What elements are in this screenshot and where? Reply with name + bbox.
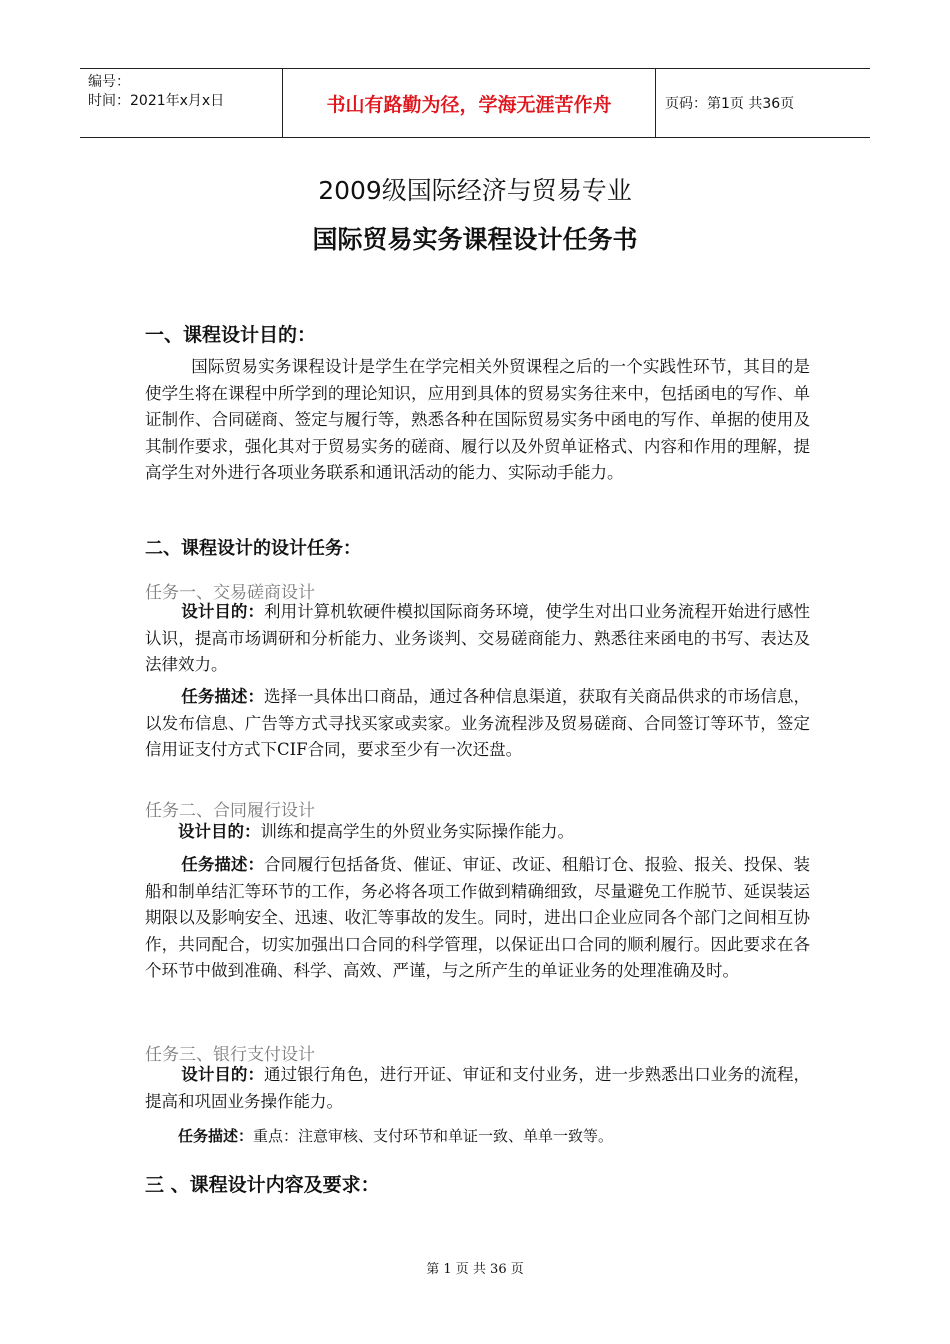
task1-purpose-label: 设计目的： <box>181 602 265 621</box>
task1-purpose-text: 利用计算机软硬件模拟国际商务环境，使学生对出口业务流程开始进行感性认识，提高市场调研和分析能力、业务谈判、交易磋商能力、熟悉往来函电的书写、表达及法律效力。 <box>145 602 811 674</box>
section1-body: 国际贸易实务课程设计是学生在学完相关外贸课程之后的一个实践性环节，其目的是使学生将在课程中所学到的理论知识，应用到具体的贸易实务往来中，包括函电的写作、单证制作、合同磋商、签定与履行等，熟悉各种在国际贸易实务中函电的写作、单据的使用及其制作要求，强化其对于贸易实务的磋商、履行以及外贸单证格式、内容和作用的理解，提高学生对外进行各项业务联系和通讯活动的能力、实际动手能力。 <box>145 357 810 482</box>
task2-purpose <box>145 819 810 846</box>
document-title-line2: 国际贸易实务课程设计任务书 <box>312 225 638 254</box>
header-meta <box>88 73 283 111</box>
task3-title: 任务三、银行支付设计 <box>145 1045 315 1065</box>
task2-purpose-label: 设计目的： <box>178 822 261 841</box>
task3-desc-text: 重点：注意审核、支付环节和单证一致、单单一致等。 <box>253 1127 614 1145</box>
header-divider <box>655 69 656 137</box>
task2-desc-text: 合同履行包括备货、催证、审证、改证、租船订仓、报验、报关、投保、装船和制单结汇等环节的工作，务必将各项工作做到精确细致，尽量避免工作脱节、延误装运期限以及影响安全、迅速、收汇等事故的发生。同时，进出口企业应同各个部门之间相互协作，共同配合，切实加强出口合同的科学管理，以保证出口合同的顺利履行。因此要求在各个环节中做到准确、科学、高效、严谨，与之所产生的单证业务的处理准确及时。 <box>145 855 811 980</box>
section1-heading: 一、课程设计目的： <box>145 324 317 346</box>
time-label: 时间：2021年x月x日 <box>88 93 225 109</box>
task3-purpose-text: 通过银行角色，进行开证、审证和支付业务，进一步熟悉出口业务的流程，提高和巩固业务操作能力。 <box>145 1065 811 1111</box>
task1-desc-label: 任务描述： <box>181 687 265 706</box>
task1-title: 任务一、交易磋商设计 <box>145 583 315 603</box>
header-motto: 书山有路勤为径，学海无涯苦作舟 <box>326 93 612 116</box>
task1-description <box>145 684 810 764</box>
task2-desc-label: 任务描述： <box>181 855 265 874</box>
page-header <box>80 68 870 138</box>
task2-purpose-text: 训练和提高学生的外贸业务实际操作能力。 <box>260 822 574 841</box>
task1-purpose <box>145 599 810 679</box>
task2-title: 任务二、合同履行设计 <box>145 801 315 821</box>
task3-purpose-label: 设计目的： <box>181 1065 265 1084</box>
document-title-line1: 2009级国际经济与贸易专业 <box>318 176 632 205</box>
page-footer: 第 1 页 共 36 页 <box>426 1262 524 1277</box>
task2-description <box>145 852 810 985</box>
header-page-info: 页码：第1页 共36页 <box>665 96 795 112</box>
section2-heading: 二、课程设计的设计任务： <box>145 538 361 559</box>
task3-desc-label: 任务描述： <box>178 1127 254 1145</box>
number-label: 编号： <box>88 74 130 90</box>
section3-heading: 三 、课程设计内容及要求： <box>145 1174 380 1196</box>
task1-desc-text: 选择一具体出口商品，通过各种信息渠道，获取有关商品供求的市场信息，以发布信息、广告等方式寻找买家或卖家。业务流程涉及贸易磋商、合同签订等环节，签定信用证支付方式下CIF合同，要求至少有一次还盘。 <box>145 687 811 759</box>
task3-purpose <box>145 1062 810 1115</box>
task3-description <box>145 1123 810 1150</box>
